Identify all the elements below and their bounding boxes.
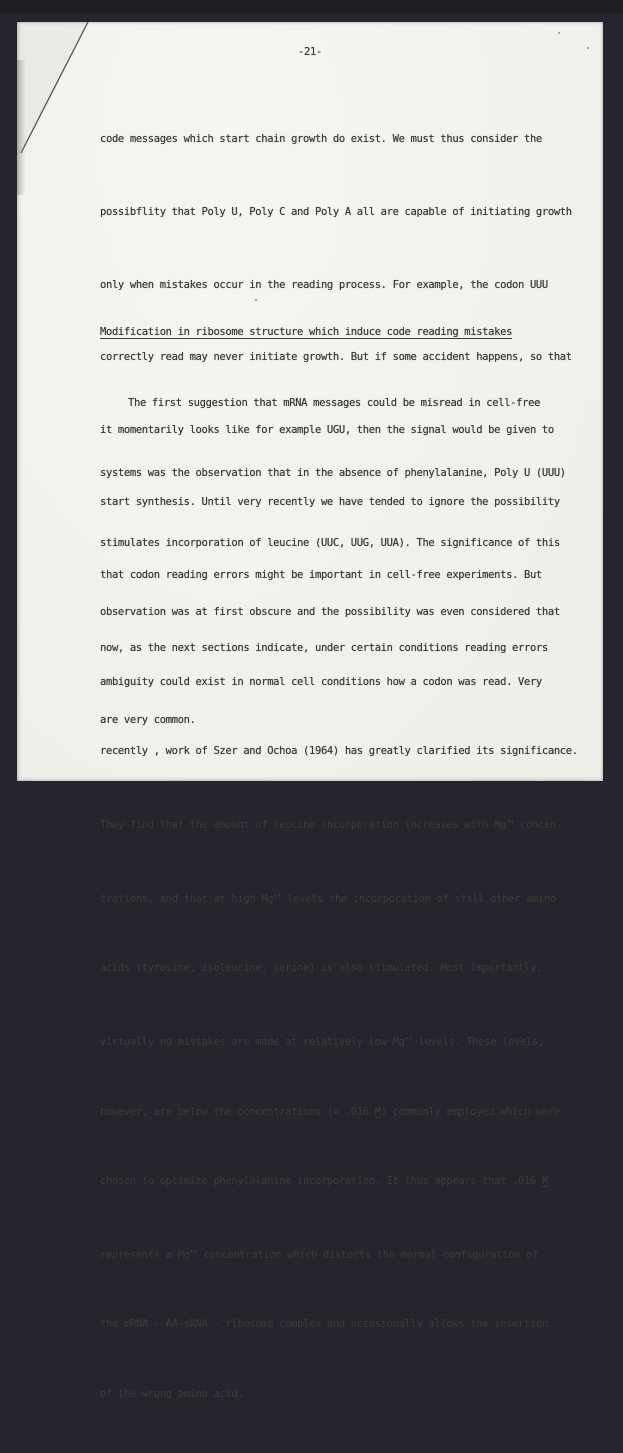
text-line: now, as the next sections indicate, under certain conditions reading errors — [100, 641, 548, 654]
text-line: chosen to optimize phenylalanine incorporation. It thus appears that .016 M — [100, 1175, 548, 1188]
backdrop-seam — [0, 0, 623, 14]
text-line: systems was the observation that in the absence of phenylalanine, Poly U (UUU) — [100, 467, 566, 480]
text-line: The first suggestion that mRNA messages could be misread in cell-free — [128, 397, 541, 410]
corner-crease-line — [17, 22, 112, 162]
text-line: however, are below the concentrations (≃ .016 M) commonly employed which were — [100, 1105, 560, 1118]
text-line: start synthesis. Until very recently we have tended to ignore the possibility — [100, 496, 560, 509]
text-line: possibflity that Poly U, Poly C and Poly A all are capable of initiating growth — [100, 206, 572, 219]
text-line: acids (tyrosine, isoleucine, serine) is also stimulated. Most importantly, — [100, 962, 542, 975]
paper-edge-smudge — [17, 60, 26, 195]
page-number: -21- — [298, 46, 322, 58]
text-line: code messages which start chain growth do exist. We must thus consider the — [100, 133, 542, 146]
text-line: recently , work of Szer and Ochoa (1964) has greatly clarified its significance. — [100, 745, 578, 758]
text-line: of the wrong amino acid. — [100, 1387, 244, 1400]
text-line: ambiguity could exist in normal cell conditions how a codon was read. Very — [100, 675, 542, 688]
text-line: are very common. — [100, 714, 196, 727]
text-line: represents a Mg++ concentration which distorts the normal configuration of — [100, 1246, 538, 1261]
section-heading: Modification in ribosome structure which induce code reading mistakes — [100, 326, 513, 338]
text-line: it momentarily looks like for example UGU, then the signal would be given to — [100, 423, 554, 436]
text-line: They find that the amount of leucine incorporation increases with Mg++ concen- — [100, 817, 562, 832]
text-line: only when mistakes occur in the reading process. For example, the codon UUU — [100, 278, 548, 291]
text-line: stimulates incorporation of leucine (UUC, UUG, UUA). The significance of this — [100, 536, 560, 549]
text-line: the mRNA - AA~sRNA - ribosome complex and occasionally allows the insertion — [100, 1318, 548, 1331]
body-paragraph — [100, 346, 590, 1453]
paper-speck — [558, 32, 560, 34]
text-line: correctly read may never initiate growth. But if some accident happens, so that — [100, 351, 572, 364]
text-line: observation was at first obscure and the possibility was even considered that — [100, 606, 560, 619]
text-line: that codon reading errors might be important in cell-free experiments. But — [100, 569, 542, 582]
document-page — [17, 22, 603, 1400]
text-line: trations, and that at high Mg++ levels the incorporation of still other amino — [100, 890, 556, 905]
text-line: virtually no mistakes are made at relatively low Mg++ levels. These levels, — [100, 1033, 544, 1048]
